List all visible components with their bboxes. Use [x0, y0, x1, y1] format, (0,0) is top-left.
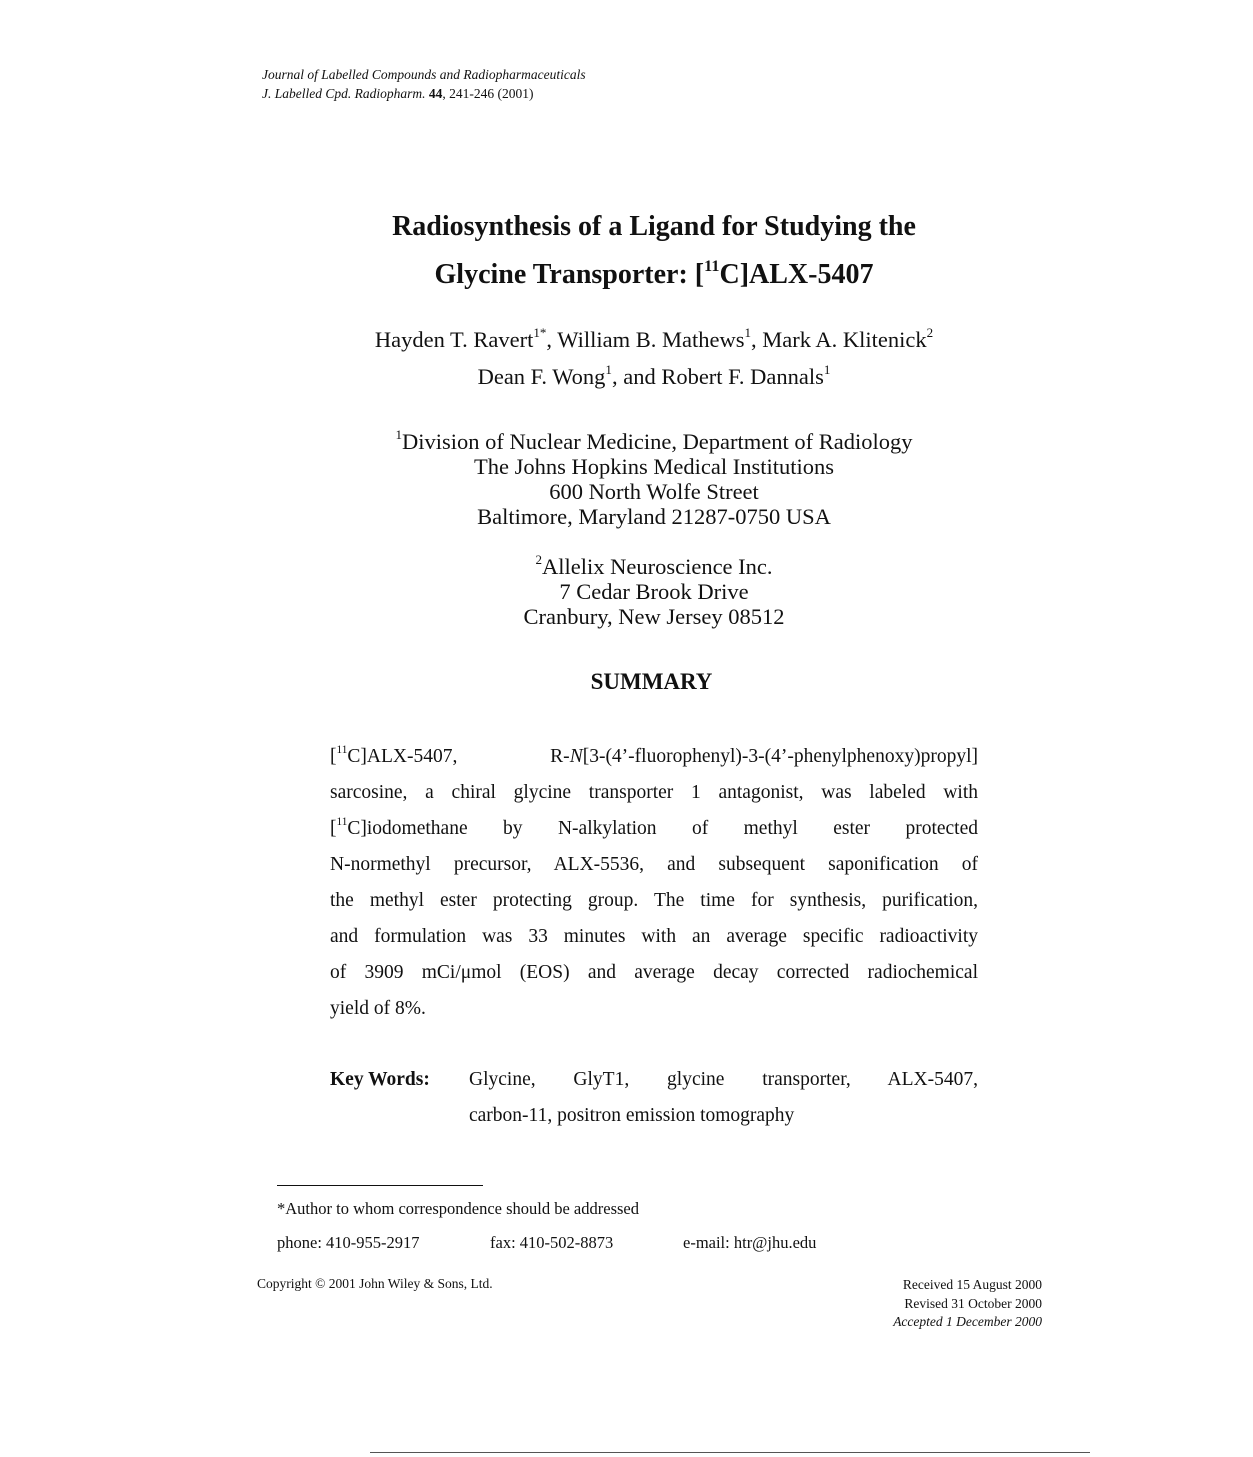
affiliation2-line2: 7 Cedar Brook Drive	[559, 579, 749, 604]
footnote-rule	[277, 1185, 483, 1186]
affiliation1-line2: The Johns Hopkins Medical Institutions	[474, 454, 834, 479]
affiliation2-line1	[0, 554, 1253, 579]
manuscript-dates	[893, 1276, 1042, 1332]
summary-text: C]iodomethane by N-alkylation of methyl ester protected	[347, 818, 978, 839]
author-sup: 2	[926, 325, 934, 341]
summary-line	[330, 739, 978, 775]
footnote-email: e-mail: htr@jhu.edu	[683, 1233, 817, 1252]
affiliation1-sup: 1	[395, 427, 403, 443]
journal-pages-year: , 241-246 (2001)	[442, 86, 534, 101]
footnote-phone: phone: 410-955-2917	[277, 1233, 420, 1252]
title-superscript: 11	[704, 257, 720, 276]
summary-text: [	[330, 746, 337, 767]
summary-heading: SUMMARY	[590, 669, 713, 694]
footnote-correspondence: *Author to whom correspondence should be addressed	[277, 1199, 639, 1218]
affiliation1-line3: 600 North Wolfe Street	[549, 479, 759, 504]
affiliation1-dept: Division of Nuclear Medicine, Department of Radiology	[402, 429, 913, 454]
summary-line: and formulation was 33 minutes with an average specific radioactivity	[330, 926, 978, 947]
authors-line2	[0, 358, 1253, 395]
author-name: , and Robert F. Dannals	[611, 364, 824, 389]
author-sup: 1	[605, 362, 612, 378]
journal-abbrev: J. Labelled Cpd. Radiopharm.	[262, 86, 426, 101]
author-name: Hayden T. Ravert	[374, 327, 534, 352]
journal-name: Journal of Labelled Compounds and Radiopharmaceuticals	[262, 67, 586, 82]
date-accepted: Accepted 1 December 2000	[893, 1314, 1042, 1329]
keywords	[330, 1062, 978, 1134]
affiliation2	[0, 554, 1253, 629]
summary-text: [3-(4’-fluorophenyl)-3-(4’-phenylphenoxy)propyl]	[582, 746, 978, 767]
summary-line: the methyl ester protecting group. The time for synthesis, purification,	[330, 890, 978, 911]
author-name: , Mark A. Klitenick	[750, 327, 927, 352]
affiliation1-line1	[0, 429, 1253, 454]
paper-title-line1: Radiosynthesis of a Ligand for Studying the	[392, 211, 916, 242]
affiliation1-line4: Baltimore, Maryland 21287-0750 USA	[477, 504, 831, 529]
summary-line: sarcosine, a chiral glycine transporter 1 antagonist, was labeled with	[330, 782, 978, 803]
paper-title-line2	[0, 251, 1253, 299]
keywords-row1: Glycine, GlyT1, glycine transporter, ALX-5407,	[469, 1069, 978, 1090]
summary-line: of 3909 mCi/μmol (EOS) and average decay corrected radiochemical	[330, 962, 978, 983]
page-bottom-rule	[370, 1452, 1090, 1453]
authors-line1	[0, 321, 1253, 358]
author-name: Dean F. Wong	[477, 364, 606, 389]
keywords-row2: carbon-11, positron emission tomography	[469, 1105, 795, 1126]
affiliation2-line3: Cranbury, New Jersey 08512	[523, 604, 785, 629]
affiliation2-company: Allelix Neuroscience Inc.	[542, 554, 773, 579]
date-revised: Revised 31 October 2000	[904, 1295, 1042, 1311]
journal-citation	[262, 85, 534, 103]
journal-volume: 44	[428, 86, 443, 101]
affiliation2-sup: 2	[535, 552, 542, 568]
copyright: Copyright © 2001 John Wiley & Sons, Ltd.	[257, 1276, 493, 1291]
title-suffix: C]ALX-5407	[719, 259, 874, 290]
summary-line	[330, 811, 978, 847]
author-sup: 1*	[533, 325, 547, 341]
author-name: , William B. Mathews	[546, 327, 745, 352]
affiliation1	[0, 429, 1253, 529]
title-prefix: Glycine Transporter: [	[434, 259, 705, 290]
footnote-fax: fax: 410-502-8873	[490, 1233, 614, 1252]
summary-body	[330, 739, 978, 1027]
summary-line: N-normethyl precursor, ALX-5536, and subsequent saponification of	[330, 854, 978, 875]
keywords-label: Key Words:	[330, 1069, 430, 1090]
summary-text: C]ALX-5407, R-	[347, 746, 570, 767]
author-sup: 1	[744, 325, 751, 341]
author-sup: 1	[823, 362, 831, 378]
summary-italic: N	[569, 746, 583, 767]
summary-line: yield of 8%.	[330, 998, 426, 1019]
summary-text: [	[330, 818, 337, 839]
date-received: Received 15 August 2000	[902, 1277, 1042, 1292]
summary-sup: 11	[336, 744, 348, 757]
summary-sup: 11	[336, 816, 348, 829]
